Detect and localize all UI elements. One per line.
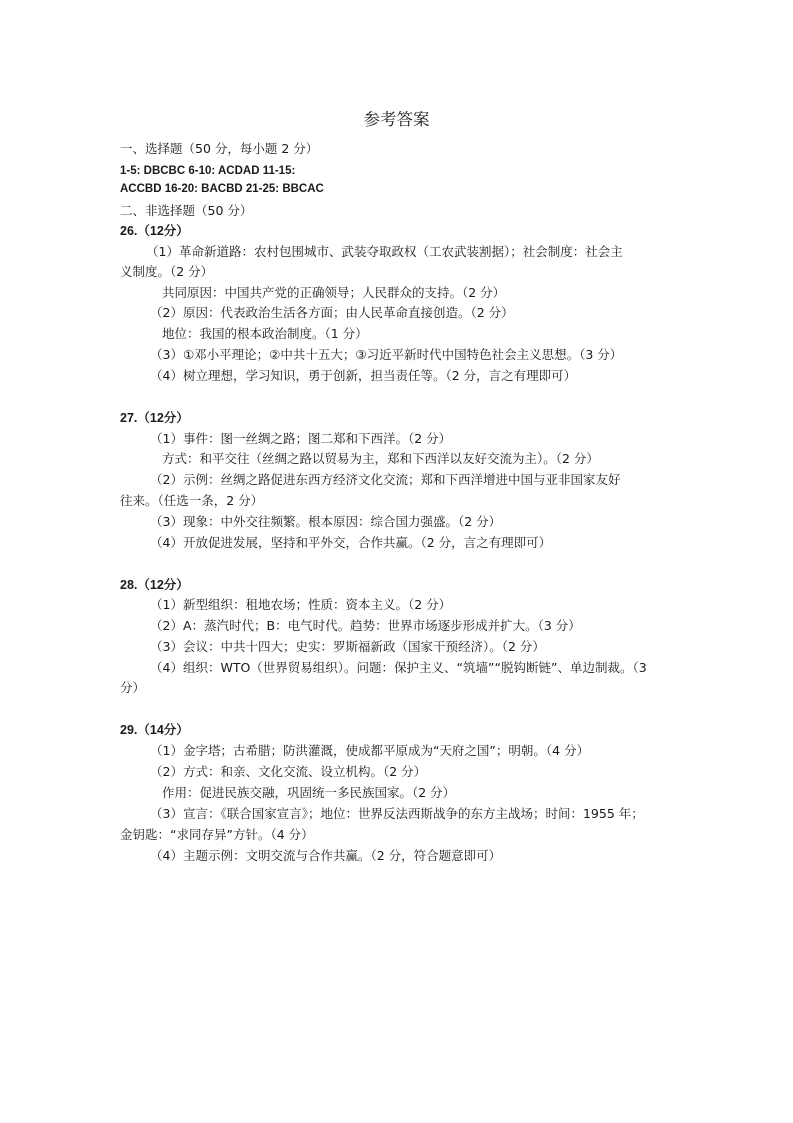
q29-line-4b: 金钥匙：“求同存异”方针。（4 分） [120, 827, 314, 842]
q28-line-3: （3）会议：中共十四大；史实：罗斯福新政（国家干预经济）。（2 分） [150, 639, 545, 654]
q29-heading: 29.（14分） [120, 723, 189, 737]
q27-heading: 27.（12分） [120, 411, 189, 425]
q27-line-5: （4）开放促进发展，坚持和平外交，合作共赢。（2 分，言之有理即可） [150, 535, 552, 550]
q29-line-4: （3）宣言：《联合国家宣言》；地位：世界反法西斯战争的东方主战场；时间：1955 年； [150, 806, 644, 821]
q28-heading: 28.（12分） [120, 578, 189, 592]
section-choice-heading: 一、选择题（50 分，每小题 2 分） [120, 141, 319, 156]
q26-line-6: （4）树立理想，学习知识，勇于创新，担当责任等。（2 分，言之有理即可） [150, 368, 577, 383]
q27-line-3b: 往来。（任选一条，2 分） [120, 493, 264, 508]
q28-line-2: （2）A：蒸汽时代；B：电气时代。趋势：世界市场逐步形成并扩大。（3 分） [150, 618, 581, 633]
q26-line-3: （2）原因：代表政治生活各方面；由人民革命直接创造。（2 分） [150, 305, 514, 320]
choice-answers-line-2: ACCBD 16-20: BACBD 21-25: BBCAC [120, 183, 324, 195]
q29-line-2: （2）方式：和亲、文化交流、设立机构。（2 分） [150, 764, 427, 779]
page-title: 参考答案 [363, 110, 430, 129]
q28-line-4: （4）组织：WTO（世界贸易组织）。问题：保护主义、“筑墙”“脱钩断链”、单边制裁。（3 [150, 660, 647, 675]
q26-line-5: （3）①邓小平理论；②中共十五大；③习近平新时代中国特色社会主义思想。（3 分） [150, 347, 623, 362]
choice-answers-line-1: 1-5: DBCBC 6-10: ACDAD 11-15: [120, 165, 296, 177]
q27-line-2: 方式：和平交往（丝绸之路以贸易为主，郑和下西洋以友好交流为主）。（2 分） [162, 451, 599, 466]
q27-line-1: （1）事件：图一丝绸之路；图二郑和下西洋。（2 分） [150, 431, 452, 446]
q29-line-3: 作用：促进民族交融，巩固统一多民族国家。（2 分） [162, 785, 456, 800]
q26-heading: 26.（12分） [120, 224, 189, 238]
q29-line-5: （4）主题示例：文明交流与合作共赢。（2 分，符合题意即可） [150, 848, 502, 863]
q26-line-1: （1）革命新道路：农村包围城市、武装夺取政权（工农武装割据）；社会制度：社会主 [146, 244, 623, 259]
q27-line-4: （3）现象：中外交往频繁。根本原因：综合国力强盛。（2 分） [150, 514, 502, 529]
q28-line-1: （1）新型组织：租地农场；性质：资本主义。（2 分） [150, 597, 452, 612]
q26-line-2: 共同原因：中国共产党的正确领导；人民群众的支持。（2 分） [162, 285, 506, 300]
q28-line-4b: 分） [120, 680, 146, 695]
q27-line-3: （2）示例：丝绸之路促进东西方经济文化交流；郑和下西洋增进中国与亚非国家友好 [150, 472, 621, 487]
section-nonchoice-heading: 二、非选择题（50 分） [120, 203, 253, 218]
q26-line-1b: 义制度。（2 分） [120, 264, 214, 279]
q26-line-4: 地位：我国的根本政治制度。（1 分） [162, 326, 368, 341]
q29-line-1: （1）金字塔；古希腊；防洪灌溉，使成都平原成为“天府之国”；明朝。（4 分） [150, 743, 590, 758]
